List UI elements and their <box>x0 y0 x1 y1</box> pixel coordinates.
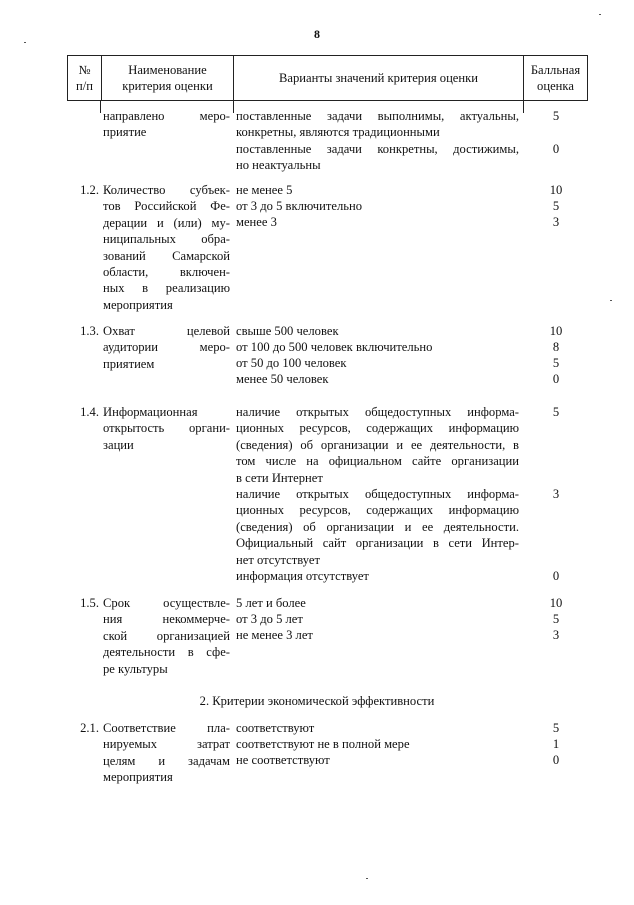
score-value: 0 <box>552 753 560 767</box>
column-divider <box>100 101 101 113</box>
row-number: 2.1. <box>80 721 99 735</box>
criterion-name: Количество субъек- тов Российской Фе- дерации и (или) му- ниципальных обра- зований Самарской области, включен- ных в реализацию мероприятия <box>103 183 230 312</box>
score-value: 5 <box>552 721 560 735</box>
column-divider <box>233 101 234 113</box>
row-number: 1.2. <box>80 183 99 197</box>
header-score: Балльная оценка <box>530 63 581 93</box>
option-text: не менее 5 <box>236 183 293 197</box>
score-value: 3 <box>552 487 560 501</box>
score-value: 5 <box>552 109 560 123</box>
option-text: соответствуют <box>236 721 315 735</box>
option-text: не соответствуют <box>236 753 330 767</box>
criterion-name: Охват целевой аудитории меро- приятием <box>103 324 230 371</box>
option-text: наличие открытых общедоступных информа- ционных ресурсов, содержащих информацию (сведения) об организации и ее деятельности. Официальный сайт организации в сети Интер- нет отсутствует <box>236 487 519 567</box>
scan-speck <box>610 300 612 301</box>
option-text: наличие открытых общедоступных информа- ционных ресурсов, содержащих информацию (сведения) об организации и ее деятельности, в том числе на официальном сайте организации в сети Интернет <box>236 405 519 485</box>
option-text: соответствуют не в полной мере <box>236 737 410 751</box>
section-title: 2. Критерии экономической эффективности <box>199 694 435 708</box>
score-value: 5 <box>552 612 560 626</box>
table-header <box>67 55 588 101</box>
option-text: информация отсутствует <box>236 569 369 583</box>
score-value: 10 <box>549 183 563 197</box>
header-num: № п/п <box>68 56 102 100</box>
score-value: 0 <box>552 142 560 156</box>
criterion-name-continued: направлено мерo- приятие <box>103 109 230 140</box>
option-text: поставленные задачи выполнимы, актуальны, конкретны, являются традиционными <box>236 109 519 140</box>
score-value: 10 <box>549 596 563 610</box>
row-number: 1.3. <box>80 324 99 338</box>
option-text: от 100 до 500 человек включительно <box>236 340 433 354</box>
option-text: не менее 3 лет <box>236 628 313 642</box>
row-number: 1.4. <box>80 405 99 419</box>
score-value: 10 <box>549 324 563 338</box>
header-criterion-name: Наименование критерия оценки <box>102 56 234 100</box>
scan-speck <box>24 42 26 43</box>
score-value: 5 <box>552 405 560 419</box>
scan-speck <box>599 14 601 15</box>
score-value: 1 <box>552 737 560 751</box>
column-divider <box>523 101 524 113</box>
criterion-name: Срок осуществле- ния некоммерче- ской организацией деятельности в сфе- ре культуры <box>103 596 230 676</box>
option-text: от 50 до 100 человек <box>236 356 347 370</box>
score-value: 0 <box>552 372 560 386</box>
option-text: 5 лет и более <box>236 596 306 610</box>
score-value: 8 <box>552 340 560 354</box>
option-text: свыше 500 человек <box>236 324 339 338</box>
option-text: менее 3 <box>236 215 277 229</box>
score-value: 5 <box>552 199 560 213</box>
score-value: 5 <box>552 356 560 370</box>
page-number: 8 <box>314 27 320 41</box>
header-variants: Варианты значений критерия оценки <box>234 56 524 100</box>
score-value: 3 <box>552 215 560 229</box>
criterion-name: Соответствие пла- нируемых затрат целям и задачам мероприятия <box>103 721 230 785</box>
option-text: от 3 до 5 лет <box>236 612 303 626</box>
criterion-name: Информационная открытость органи- зации <box>103 405 230 452</box>
option-text: поставленные задачи конкретны, достижимы, но неактуальны <box>236 142 519 173</box>
option-text: от 3 до 5 включительно <box>236 199 363 213</box>
row-number: 1.5. <box>80 596 99 610</box>
score-value: 3 <box>552 628 560 642</box>
scan-speck <box>366 878 368 879</box>
score-value: 0 <box>552 569 560 583</box>
option-text: менее 50 человек <box>236 372 329 386</box>
